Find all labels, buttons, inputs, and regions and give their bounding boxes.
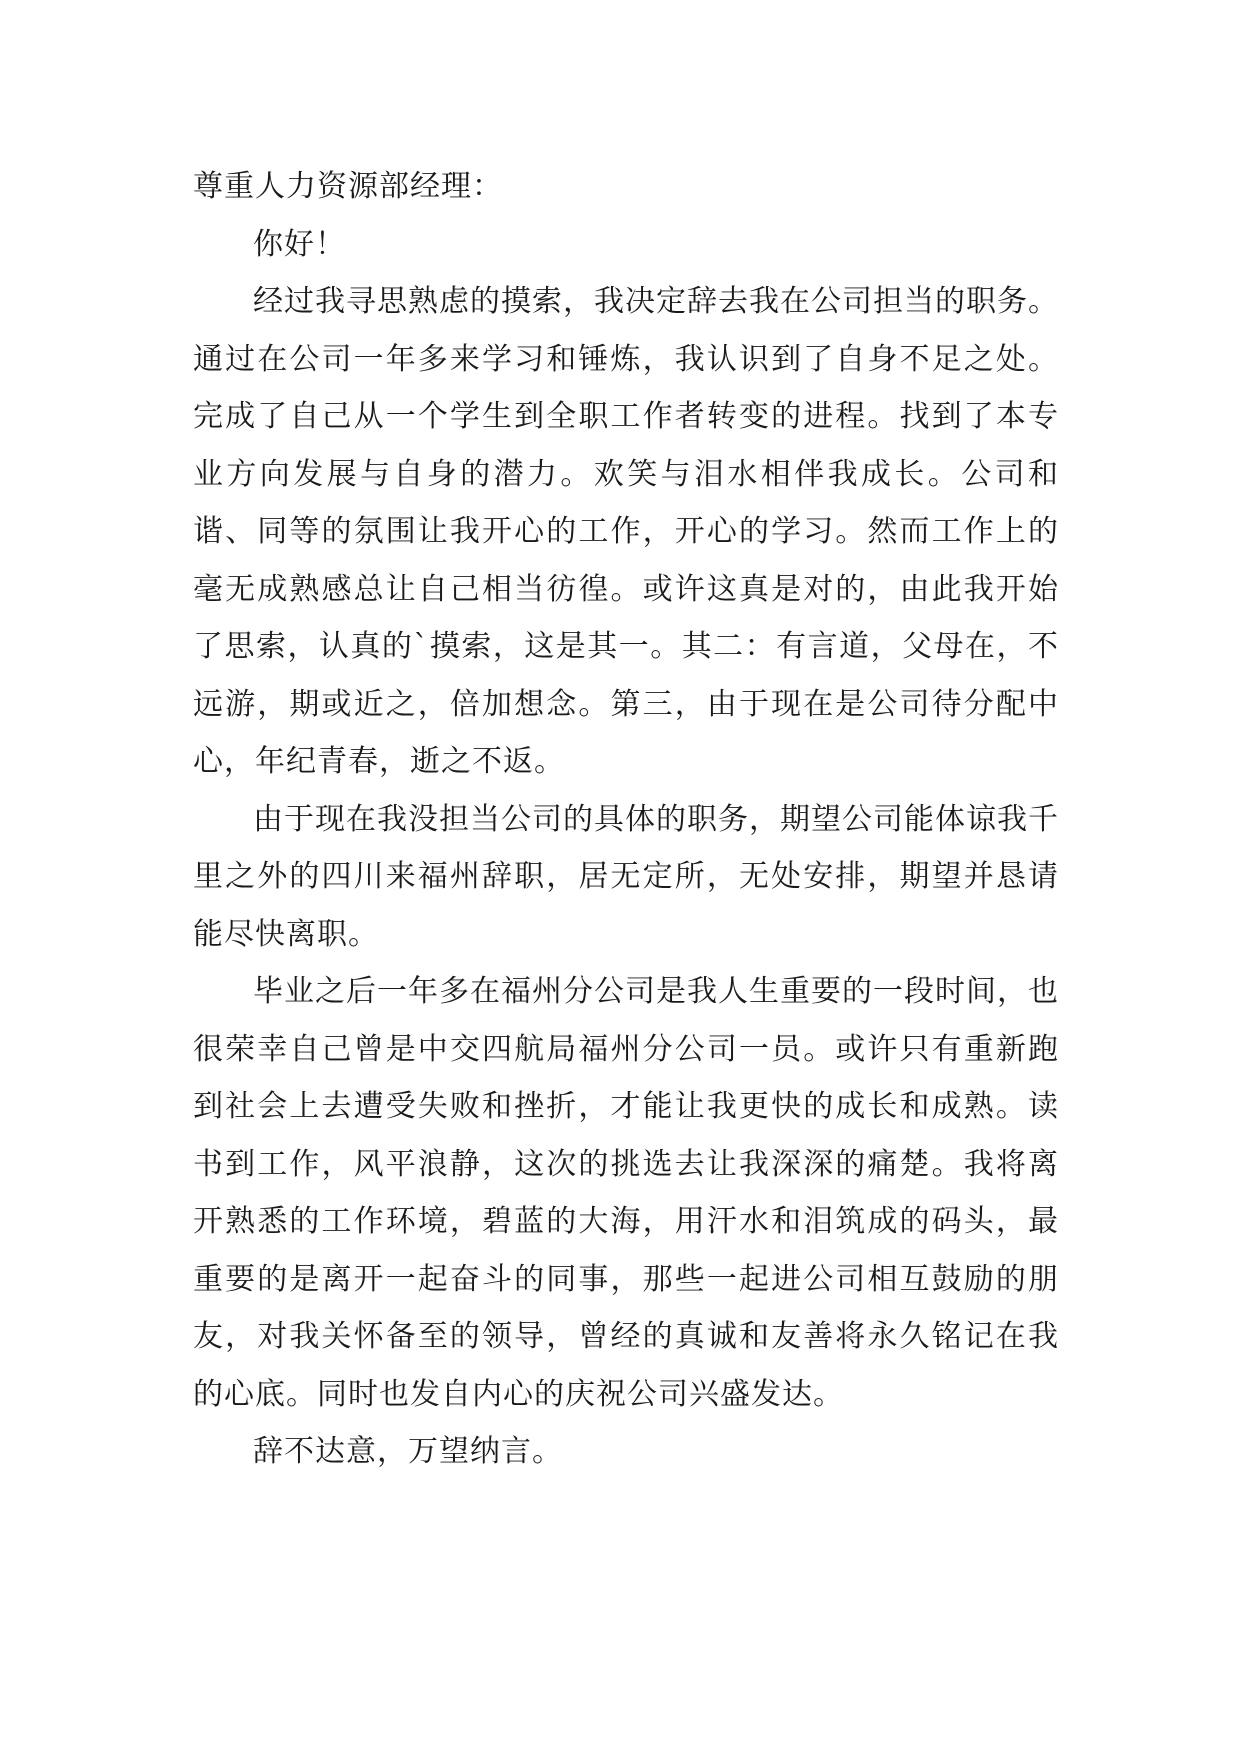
greeting: 你好！ bbox=[253, 226, 346, 262]
body-paragraph: 毕业之后一年多在福州分公司是我人生重要的一段时间，也很荣幸自己曾是中交四航局福州分公司一员。或许只有重新跑到社会上去遭受失败和挫折，才能让我更快的成长和成熟。读书到工作，风平浪静，这次的挑选去让我深深的痛楚。我将离开熟悉的工作环境，碧蓝的大海，用汗水和泪筑成的码头，最重要的是离开一起奋斗的同事，那些一起进公司相互鼓励的朋友，对我关怀备至的领导，曾经的真诚和友善将永久铭记在我的心底。同时也发自内心的庆祝公司兴盛发达。 bbox=[193, 974, 1059, 1412]
body-paragraph: 由于现在我没担当公司的具体的职务，期望公司能体谅我千里之外的四川来福州辞职，居无定所，无处安排，期望并恳请能尽快离职。 bbox=[193, 801, 1059, 952]
body-paragraph: 经过我寻思熟虑的摸索，我决定辞去我在公司担当的职务。通过在公司一年多来学习和锤炼，我认识到了自身不足之处。完成了自己从一个学生到全职工作者转变的进程。找到了本专业方向发展与自身的潜力。欢笑与泪水相伴我成长。公司和谐、同等的氛围让我开心的工作，开心的学习。然而工作上的毫无成熟感总让自己相当彷徨。或许这真是对的，由此我开始了思索，认真的`摸索，这是其一。其二：有言道，父母在，不远游，期或近之，倍加想念。第三，由于现在是公司待分配中心，年纪青春，逝之不返。 bbox=[193, 284, 1059, 779]
closing-line: 辞不达意，万望纳言。 bbox=[253, 1434, 563, 1469]
resignation-letter bbox=[193, 158, 1059, 1481]
salutation: 尊重人力资源部经理： bbox=[193, 169, 503, 204]
